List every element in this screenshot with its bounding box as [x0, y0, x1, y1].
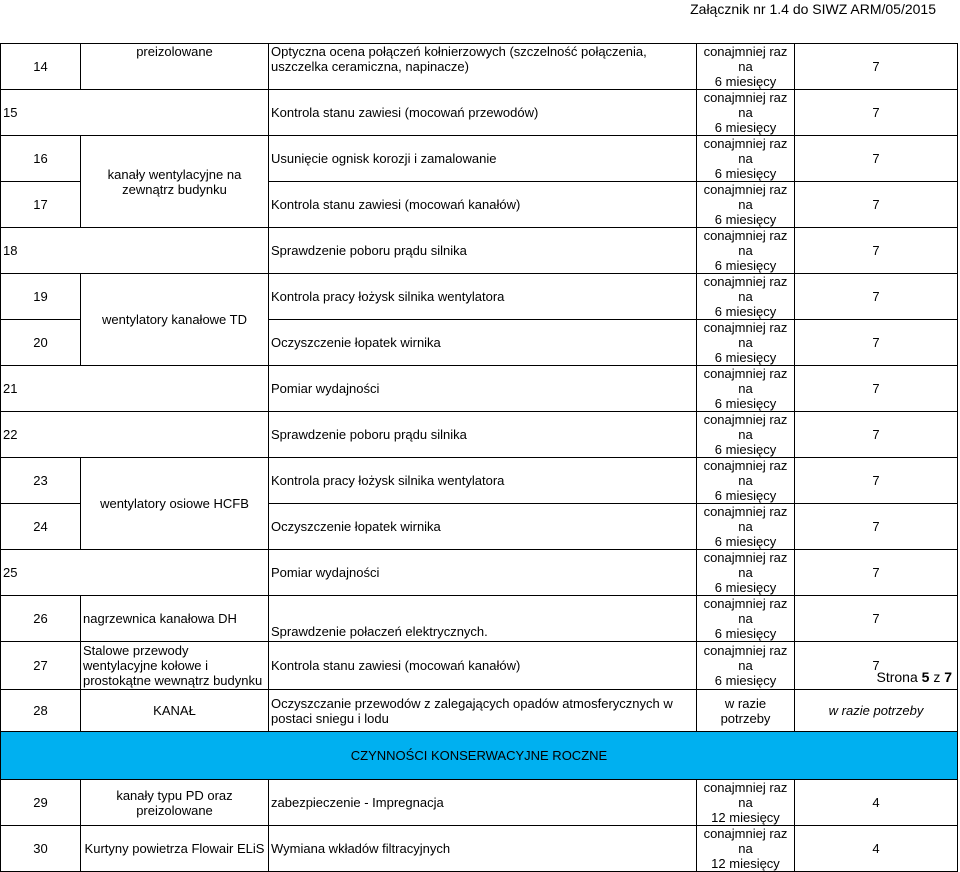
- row-number: 24: [1, 504, 81, 550]
- frequency-cell: conajmniej raz na 6 miesięcy: [697, 274, 795, 320]
- page-number: Strona 5 z 7: [876, 669, 952, 685]
- quantity-cell: 7: [795, 596, 958, 642]
- task-cell: Sprawdzenie poboru prądu silnika: [269, 412, 697, 458]
- table-row: [1, 642, 958, 690]
- table-row: [1, 690, 958, 732]
- table-row: [1, 596, 958, 642]
- frequency-cell: conajmniej raz na 6 miesięcy: [697, 320, 795, 366]
- frequency-cell: conajmniej raz na 6 miesięcy: [697, 228, 795, 274]
- quantity-cell: 7: [795, 642, 958, 690]
- row-number: 22: [1, 412, 269, 458]
- frequency-cell: conajmniej raz na 6 miesięcy: [697, 642, 795, 690]
- element-cell: Stalowe przewody wentylacyjne kołowe i prostokątne wewnątrz budynku: [81, 642, 269, 690]
- quantity-cell: 7: [795, 228, 958, 274]
- frequency-cell: conajmniej raz na 6 miesięcy: [697, 366, 795, 412]
- task-cell: Wymiana wkładów filtracyjnych: [269, 826, 697, 872]
- task-cell: Oczyszczanie przewodów z zalegających opadów atmosferycznych w postaci sniegu i lodu: [269, 690, 697, 732]
- task-cell: Sprawdzenie połaczeń elektrycznych.: [269, 596, 697, 642]
- maintenance-table: [0, 43, 958, 872]
- task-cell: Oczyszczenie łopatek wirnika: [269, 320, 697, 366]
- table-row: [1, 826, 958, 872]
- frequency-cell: conajmniej raz na 6 miesięcy: [697, 412, 795, 458]
- task-cell: Usunięcie ognisk korozji i zamalowanie: [269, 136, 697, 182]
- quantity-cell: 7: [795, 504, 958, 550]
- task-cell: Kontrola stanu zawiesi (mocowań kanałów): [269, 642, 697, 690]
- table-row: [1, 780, 958, 826]
- frequency-cell: conajmniej raz na 6 miesięcy: [697, 504, 795, 550]
- table-row: [1, 550, 958, 596]
- task-cell: Kontrola stanu zawiesi (mocowań przewodów): [269, 90, 697, 136]
- row-number: 15: [1, 90, 269, 136]
- frequency-cell: conajmniej raz na 12 miesięcy: [697, 780, 795, 826]
- row-number: 17: [1, 182, 81, 228]
- task-cell: Kontrola stanu zawiesi (mocowań kanałów): [269, 182, 697, 228]
- quantity-cell: 7: [795, 274, 958, 320]
- frequency-cell: conajmniej raz na 6 miesięcy: [697, 596, 795, 642]
- element-cell: nagrzewnica kanałowa DH: [81, 596, 269, 642]
- quantity-cell: w razie potrzeby: [795, 690, 958, 732]
- row-number: 21: [1, 366, 269, 412]
- task-cell: Kontrola pracy łożysk silnika wentylatora: [269, 458, 697, 504]
- task-cell: Pomiar wydajności: [269, 366, 697, 412]
- row-number: 30: [1, 826, 81, 872]
- frequency-cell: conajmniej raz na 6 miesięcy: [697, 136, 795, 182]
- task-cell: Optyczna ocena połączeń kołnierzowych (szczelność połączenia, uszczelka ceramiczna, napinacze): [269, 44, 697, 90]
- row-number: 16: [1, 136, 81, 182]
- frequency-cell: conajmniej raz na 6 miesięcy: [697, 458, 795, 504]
- quantity-cell: 7: [795, 550, 958, 596]
- quantity-cell: 4: [795, 826, 958, 872]
- row-number: 25: [1, 550, 269, 596]
- section-row: [1, 732, 958, 780]
- document-header: Załącznik nr 1.4 do SIWZ ARM/05/2015: [690, 1, 936, 17]
- element-cell: kanały typu PD oraz preizolowane: [81, 780, 269, 826]
- table-row: [1, 44, 958, 90]
- element-cell: wentylatory kanałowe TD: [81, 274, 269, 366]
- row-number: 27: [1, 642, 81, 690]
- row-number: 18: [1, 228, 269, 274]
- quantity-cell: 4: [795, 780, 958, 826]
- quantity-cell: 7: [795, 90, 958, 136]
- row-number: 23: [1, 458, 81, 504]
- table-row: [1, 228, 958, 274]
- table-row: [1, 136, 958, 182]
- element-cell: preizolowane: [81, 44, 269, 90]
- row-number: 14: [1, 44, 81, 90]
- quantity-cell: 7: [795, 44, 958, 90]
- element-cell: KANAŁ: [81, 690, 269, 732]
- element-cell: kanały wentylacyjne na zewnątrz budynku: [81, 136, 269, 228]
- quantity-cell: 7: [795, 182, 958, 228]
- quantity-cell: 7: [795, 320, 958, 366]
- frequency-cell: conajmniej raz na 6 miesięcy: [697, 90, 795, 136]
- quantity-cell: 7: [795, 458, 958, 504]
- quantity-cell: 7: [795, 366, 958, 412]
- row-number: 19: [1, 274, 81, 320]
- task-cell: Pomiar wydajności: [269, 550, 697, 596]
- table-row: [1, 366, 958, 412]
- table-row: [1, 274, 958, 320]
- element-cell: Kurtyny powietrza Flowair ELiS: [81, 826, 269, 872]
- quantity-cell: 7: [795, 412, 958, 458]
- table-row: [1, 90, 958, 136]
- task-cell: zabezpieczenie - Impregnacja: [269, 780, 697, 826]
- row-number: 26: [1, 596, 81, 642]
- table-row: [1, 412, 958, 458]
- element-cell: wentylatory osiowe HCFB: [81, 458, 269, 550]
- frequency-cell: conajmniej raz na 6 miesięcy: [697, 550, 795, 596]
- frequency-cell: conajmniej raz na 6 miesięcy: [697, 44, 795, 90]
- section-title: CZYNNOŚCI KONSERWACYJNE ROCZNE: [1, 732, 958, 780]
- task-cell: Oczyszczenie łopatek wirnika: [269, 504, 697, 550]
- table-row: [1, 458, 958, 504]
- frequency-cell: conajmniej raz na 6 miesięcy: [697, 182, 795, 228]
- row-number: 29: [1, 780, 81, 826]
- frequency-cell: w razie potrzeby: [697, 690, 795, 732]
- row-number: 20: [1, 320, 81, 366]
- quantity-cell: 7: [795, 136, 958, 182]
- frequency-cell: conajmniej raz na 12 miesięcy: [697, 826, 795, 872]
- task-cell: Sprawdzenie poboru prądu silnika: [269, 228, 697, 274]
- task-cell: Kontrola pracy łożysk silnika wentylatora: [269, 274, 697, 320]
- row-number: 28: [1, 690, 81, 732]
